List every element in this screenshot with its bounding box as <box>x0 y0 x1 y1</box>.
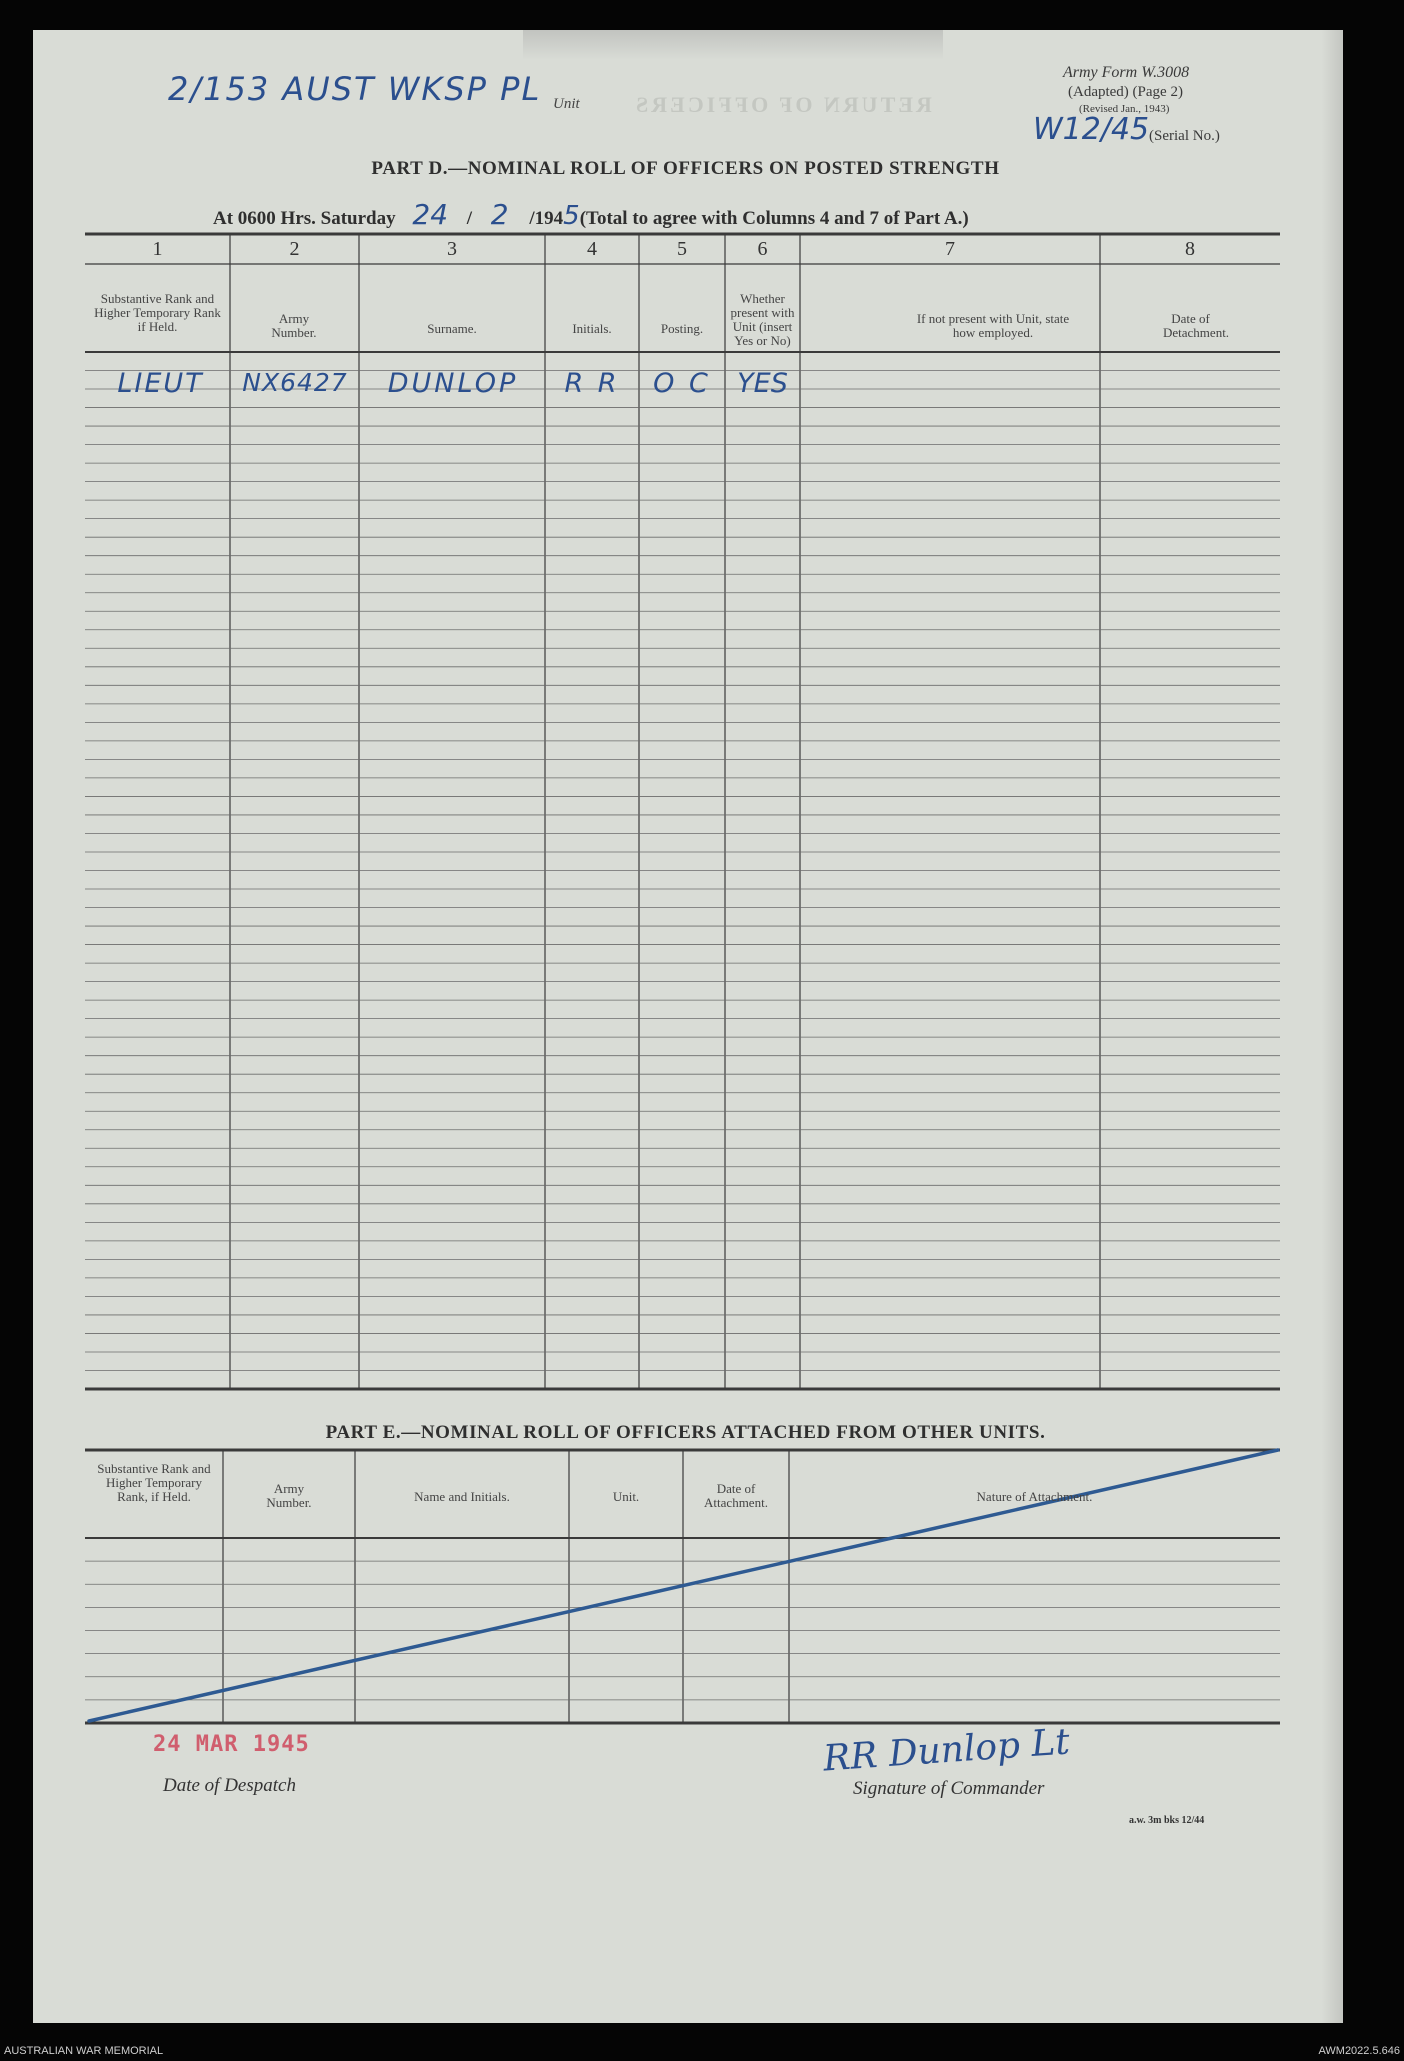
date-year-digit: 5 <box>563 201 580 231</box>
e-col-label-rank: Substantive Rank and Higher Temporary Rank, if Held. <box>97 1461 211 1504</box>
col-num-6: 6 <box>757 238 768 260</box>
e-col-label-nature: Nature of Attachment. <box>976 1489 1093 1504</box>
e-col-label-army-number: Army Number. <box>266 1481 312 1510</box>
entry-army-number: NX6427 <box>242 368 348 397</box>
e-col-label-name: Name and Initials. <box>414 1489 510 1504</box>
col-num-4: 4 <box>587 238 597 260</box>
signature-label: Signature of Commander <box>853 1778 1045 1799</box>
date-day: 24 <box>412 198 449 231</box>
col-label-how-employed: If not present with Unit, state how employed. <box>916 311 1070 340</box>
col-num-2: 2 <box>289 238 300 260</box>
entry-surname: DUNLOP <box>387 368 519 399</box>
serial-handwritten: W12/45 <box>1033 112 1150 147</box>
col-label-surname: Surname. <box>427 321 477 336</box>
entry-initials: R R <box>564 368 620 399</box>
form-page <box>33 30 1343 2023</box>
col-label-army-number: Army Number. <box>271 311 317 340</box>
form-revised: (Revised Jan., 1943) <box>1079 103 1170 115</box>
form-name: Army Form W.3008 <box>1063 64 1190 81</box>
unit-handwritten: 2/153 AUST WKSP PL <box>168 70 542 108</box>
print-code: a.w. 3m bks 12/44 <box>1129 1815 1205 1826</box>
unit-label: Unit <box>553 96 580 112</box>
date-sep2: /194 <box>529 208 564 229</box>
col-label-posting: Posting. <box>660 321 704 336</box>
col-num-7: 7 <box>945 238 955 260</box>
col-num-8: 8 <box>1185 238 1195 260</box>
col-num-3: 3 <box>447 238 457 260</box>
col-label-present: Whether present with Unit (insert Yes or No) <box>730 291 795 348</box>
despatch-date-stamp: 24 MAR 1945 <box>153 1732 310 1757</box>
col-label-detachment: Date of Detachment. <box>1163 311 1230 340</box>
entry-posting: O C <box>653 368 711 399</box>
col-label-rank: Substantive Rank and Higher Temporary Rank if Held. <box>94 291 221 334</box>
col-num-1: 1 <box>152 238 163 260</box>
form-adapted: (Adapted) (Page 2) <box>1068 84 1183 100</box>
col-label-initials: Initials. <box>572 321 612 336</box>
serial-label: (Serial No.) <box>1149 128 1220 144</box>
date-prefix: At 0600 Hrs. Saturday <box>213 208 396 229</box>
date-sep1: / <box>466 208 473 229</box>
archive-reference: AWM2022.5.646 <box>1318 2045 1400 2057</box>
part-e-title: PART E.—NOMINAL ROLL OF OFFICERS ATTACHED FROM OTHER UNITS. <box>325 1422 1046 1443</box>
date-suffix: (Total to agree with Columns 4 and 7 of Part A.) <box>579 208 969 229</box>
part-e-grid <box>33 30 1343 2023</box>
col-num-5: 5 <box>677 238 687 260</box>
bleed-through-text: RETURN OF OFFICERS <box>633 92 932 117</box>
part-d-title: PART D.—NOMINAL ROLL OF OFFICERS ON POSTED STRENGTH <box>371 158 1000 179</box>
despatch-date-label: Date of Despatch <box>163 1775 296 1796</box>
entry-present: YES <box>737 368 788 399</box>
archive-credit: AUSTRALIAN WAR MEMORIAL <box>4 2045 164 2057</box>
e-col-label-attachment-date: Date of Attachment. <box>704 1481 768 1510</box>
entry-rank: LIEUT <box>117 368 204 399</box>
e-col-label-unit: Unit. <box>612 1489 640 1504</box>
date-month: 2 <box>490 198 509 231</box>
commander-signature: RR Dunlop Lt <box>821 1721 1072 1780</box>
